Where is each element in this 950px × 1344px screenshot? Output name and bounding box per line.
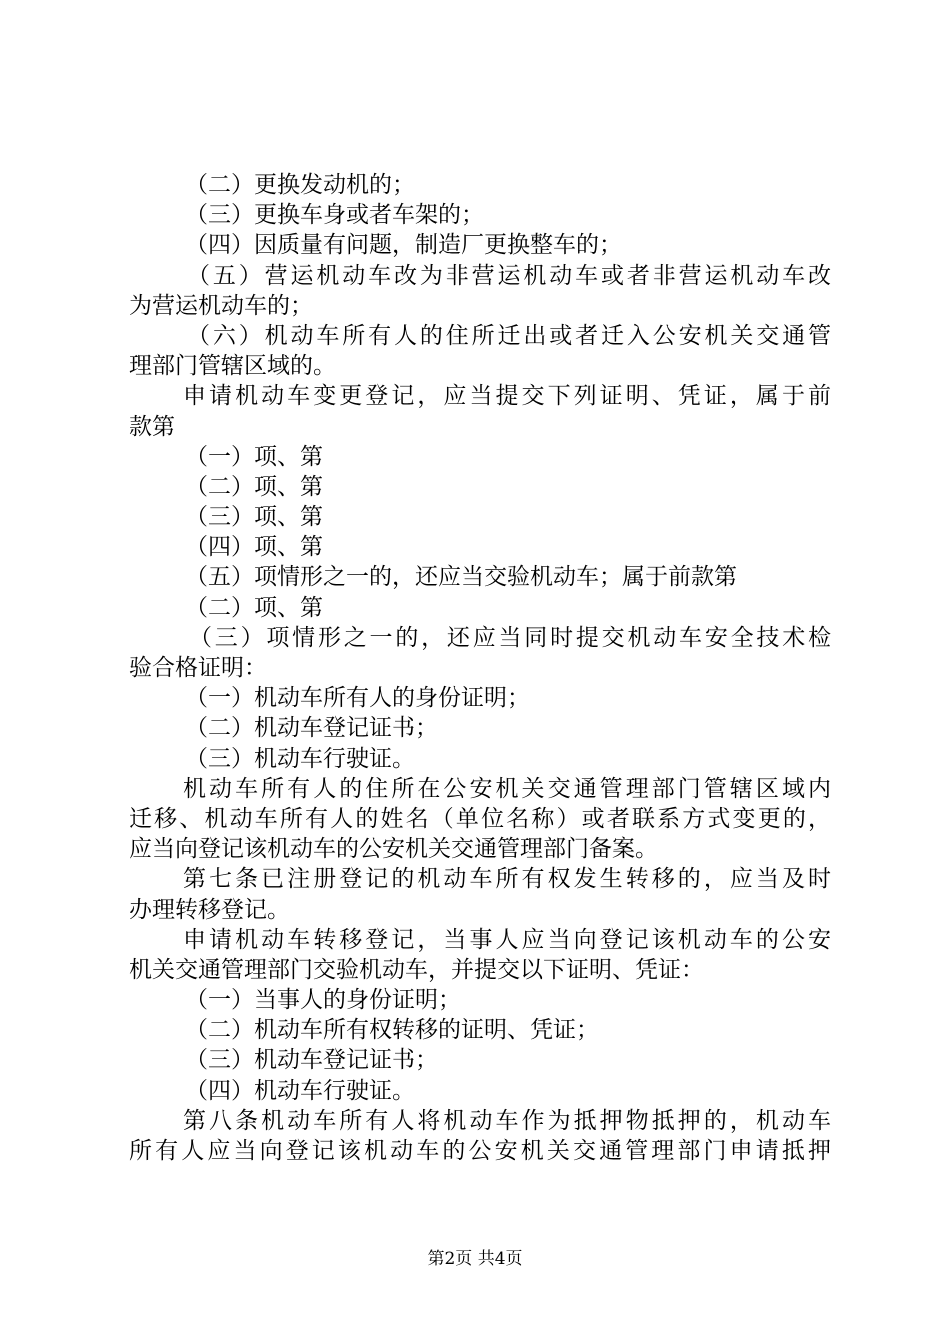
text-line: 为营运机动车的； xyxy=(129,292,313,319)
text-line: （二）机动车所有权转移的证明、凭证； xyxy=(185,1017,599,1044)
text-line: （四）项、第 xyxy=(185,534,323,561)
text-line: （四）机动车行驶证。 xyxy=(185,1077,415,1104)
text-line: 款第 xyxy=(129,413,175,440)
text-line: 所有人应当向登记该机动车的公安机关交通管理部门申请抵押 xyxy=(129,1138,831,1164)
text-line: （一）当事人的身份证明； xyxy=(185,987,461,1014)
text-line: （三）机动车登记证书； xyxy=(185,1047,438,1074)
text-line: （五）营运机动车改为非营运机动车或者非营运机动车改 xyxy=(187,262,831,289)
text-line: （二）项、第 xyxy=(185,594,323,621)
text-line: （二）项、第 xyxy=(185,473,323,500)
text-line: （三）项情形之一的，还应当同时提交机动车安全技术检 xyxy=(189,624,831,651)
text-line: （二）更换发动机的； xyxy=(185,172,415,198)
text-line: （三）项、第 xyxy=(185,504,323,531)
text-line: 办理转移登记。 xyxy=(129,896,290,923)
page-number-footer: 第2页 共4页 xyxy=(427,1249,523,1269)
text-line: （一）项、第 xyxy=(185,443,323,470)
text-line: （六）机动车所有人的住所迁出或者迁入公安机关交通管 xyxy=(187,322,831,349)
text-line: （三）更换车身或者车架的； xyxy=(185,202,484,229)
text-line: 应当向登记该机动车的公安机关交通管理部门备案。 xyxy=(129,836,658,863)
text-line: （四）因质量有问题，制造厂更换整车的； xyxy=(185,232,622,259)
text-line: 迁移、机动车所有人的姓名（单位名称）或者联系方式变更的， xyxy=(129,805,831,832)
document-body xyxy=(129,170,831,1166)
text-line: 申请机动车变更登记，应当提交下列证明、凭证，属于前 xyxy=(183,383,831,410)
text-line: （三）机动车行驶证。 xyxy=(185,745,415,772)
text-line: 第八条机动车所有人将机动车作为抵押物抵押的，机动车 xyxy=(183,1107,831,1134)
text-line: （五）项情形之一的，还应当交验机动车；属于前款第 xyxy=(185,564,737,591)
text-line: （一）机动车所有人的身份证明； xyxy=(185,685,530,712)
text-line: （二）机动车登记证书； xyxy=(185,715,438,742)
text-line: 理部门管辖区域的。 xyxy=(129,353,336,380)
text-line: 机关交通管理部门交验机动车，并提交以下证明、凭证： xyxy=(129,956,704,983)
text-line: 机动车所有人的住所在公安机关交通管理部门管辖区域内 xyxy=(183,775,831,802)
text-line: 第七条已注册登记的机动车所有权发生转移的，应当及时 xyxy=(183,866,831,893)
text-line: 验合格证明： xyxy=(129,655,267,681)
text-line: 申请机动车转移登记，当事人应当向登记该机动车的公安 xyxy=(183,926,831,953)
